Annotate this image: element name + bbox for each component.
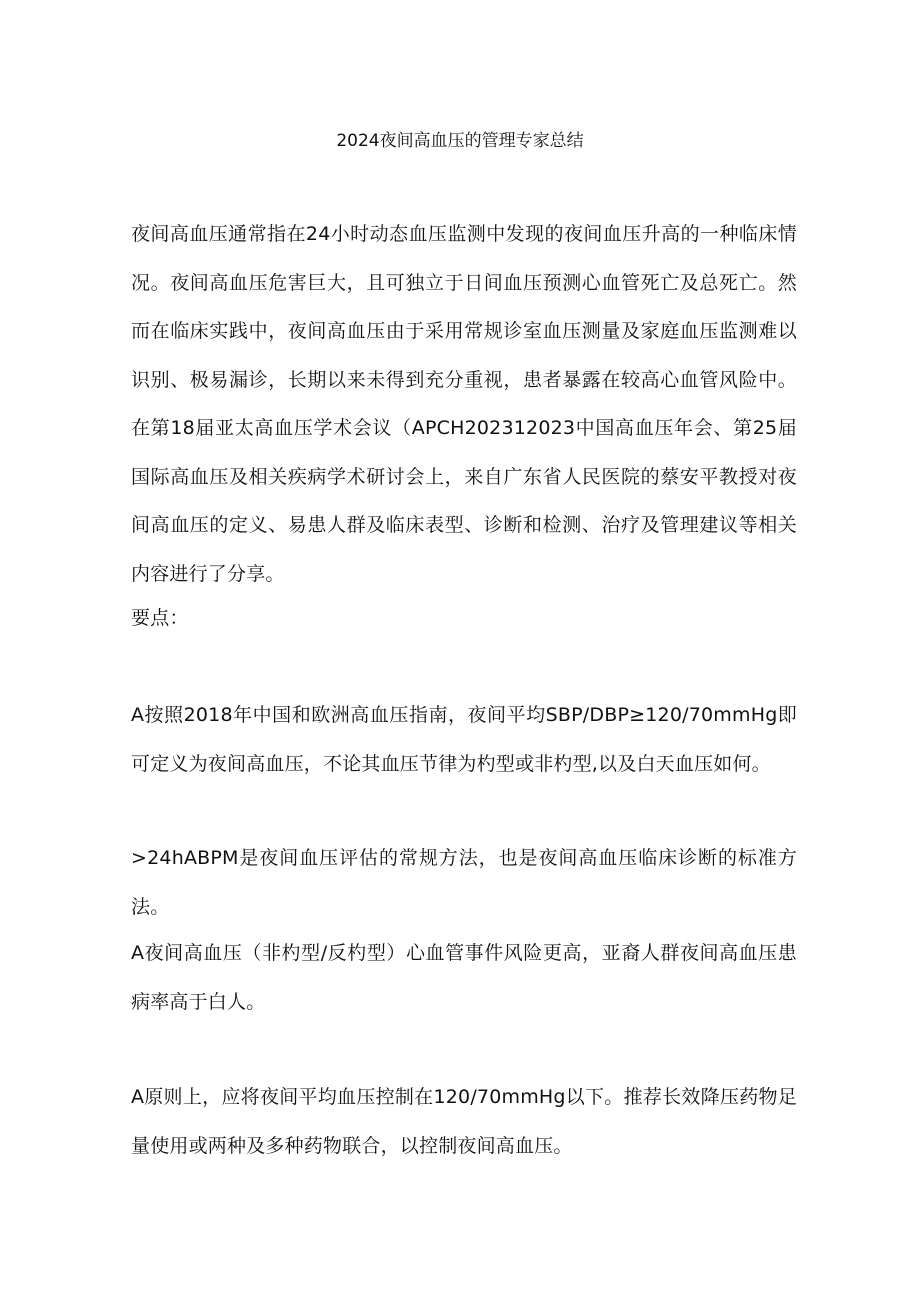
key-point-4: A原则上，应将夜间平均血压控制在120/70mmHg以下。推荐长效降压药物足量使用或两种及多种药物联合，以控制夜间高血压。 — [131, 1086, 797, 1157]
key-points-heading: 要点： — [131, 607, 189, 629]
key-point-1: A按照2018年中国和欧洲高血压指南，夜间平均SBP/DBP≥120/70mmHg即可定义为夜间高血压，不论其血压节律为杓型或非杓型,以及白天血压如何。 — [131, 704, 797, 775]
intro-paragraph: 夜间高血压通常指在24小时动态血压监测中发现的夜间血压升高的一种临床情况。夜间高血压危害巨大，且可独立于日间血压预测心血管死亡及总死亡。然而在临床实践中，夜间高血压由于采用常规诊室血压测量及家庭血压监测难以识别、极易漏诊，长期以来未得到充分重视，患者暴露在较高心血管风险中。在第18届亚太高血压学术会议（APCH202312023中国高血压年会、第25届国际高血压及相关疾病学术研讨会上，来自广东省人民医院的蔡安平教授对夜间高血压的定义、易患人群及临床表型、诊断和检测、治疗及管理建议等相关内容进行了分享。 — [131, 223, 797, 585]
key-point-2: >24hABPM是夜间血压评估的常规方法，也是夜间高血压临床诊断的标准方法。 — [131, 847, 797, 918]
document-title: 2024夜间高血压的管理专家总结 — [336, 131, 584, 151]
key-point-3: A夜间高血压（非杓型/反杓型）心血管事件风险更高，亚裔人群夜间高血压患病率高于白人。 — [131, 942, 797, 1013]
